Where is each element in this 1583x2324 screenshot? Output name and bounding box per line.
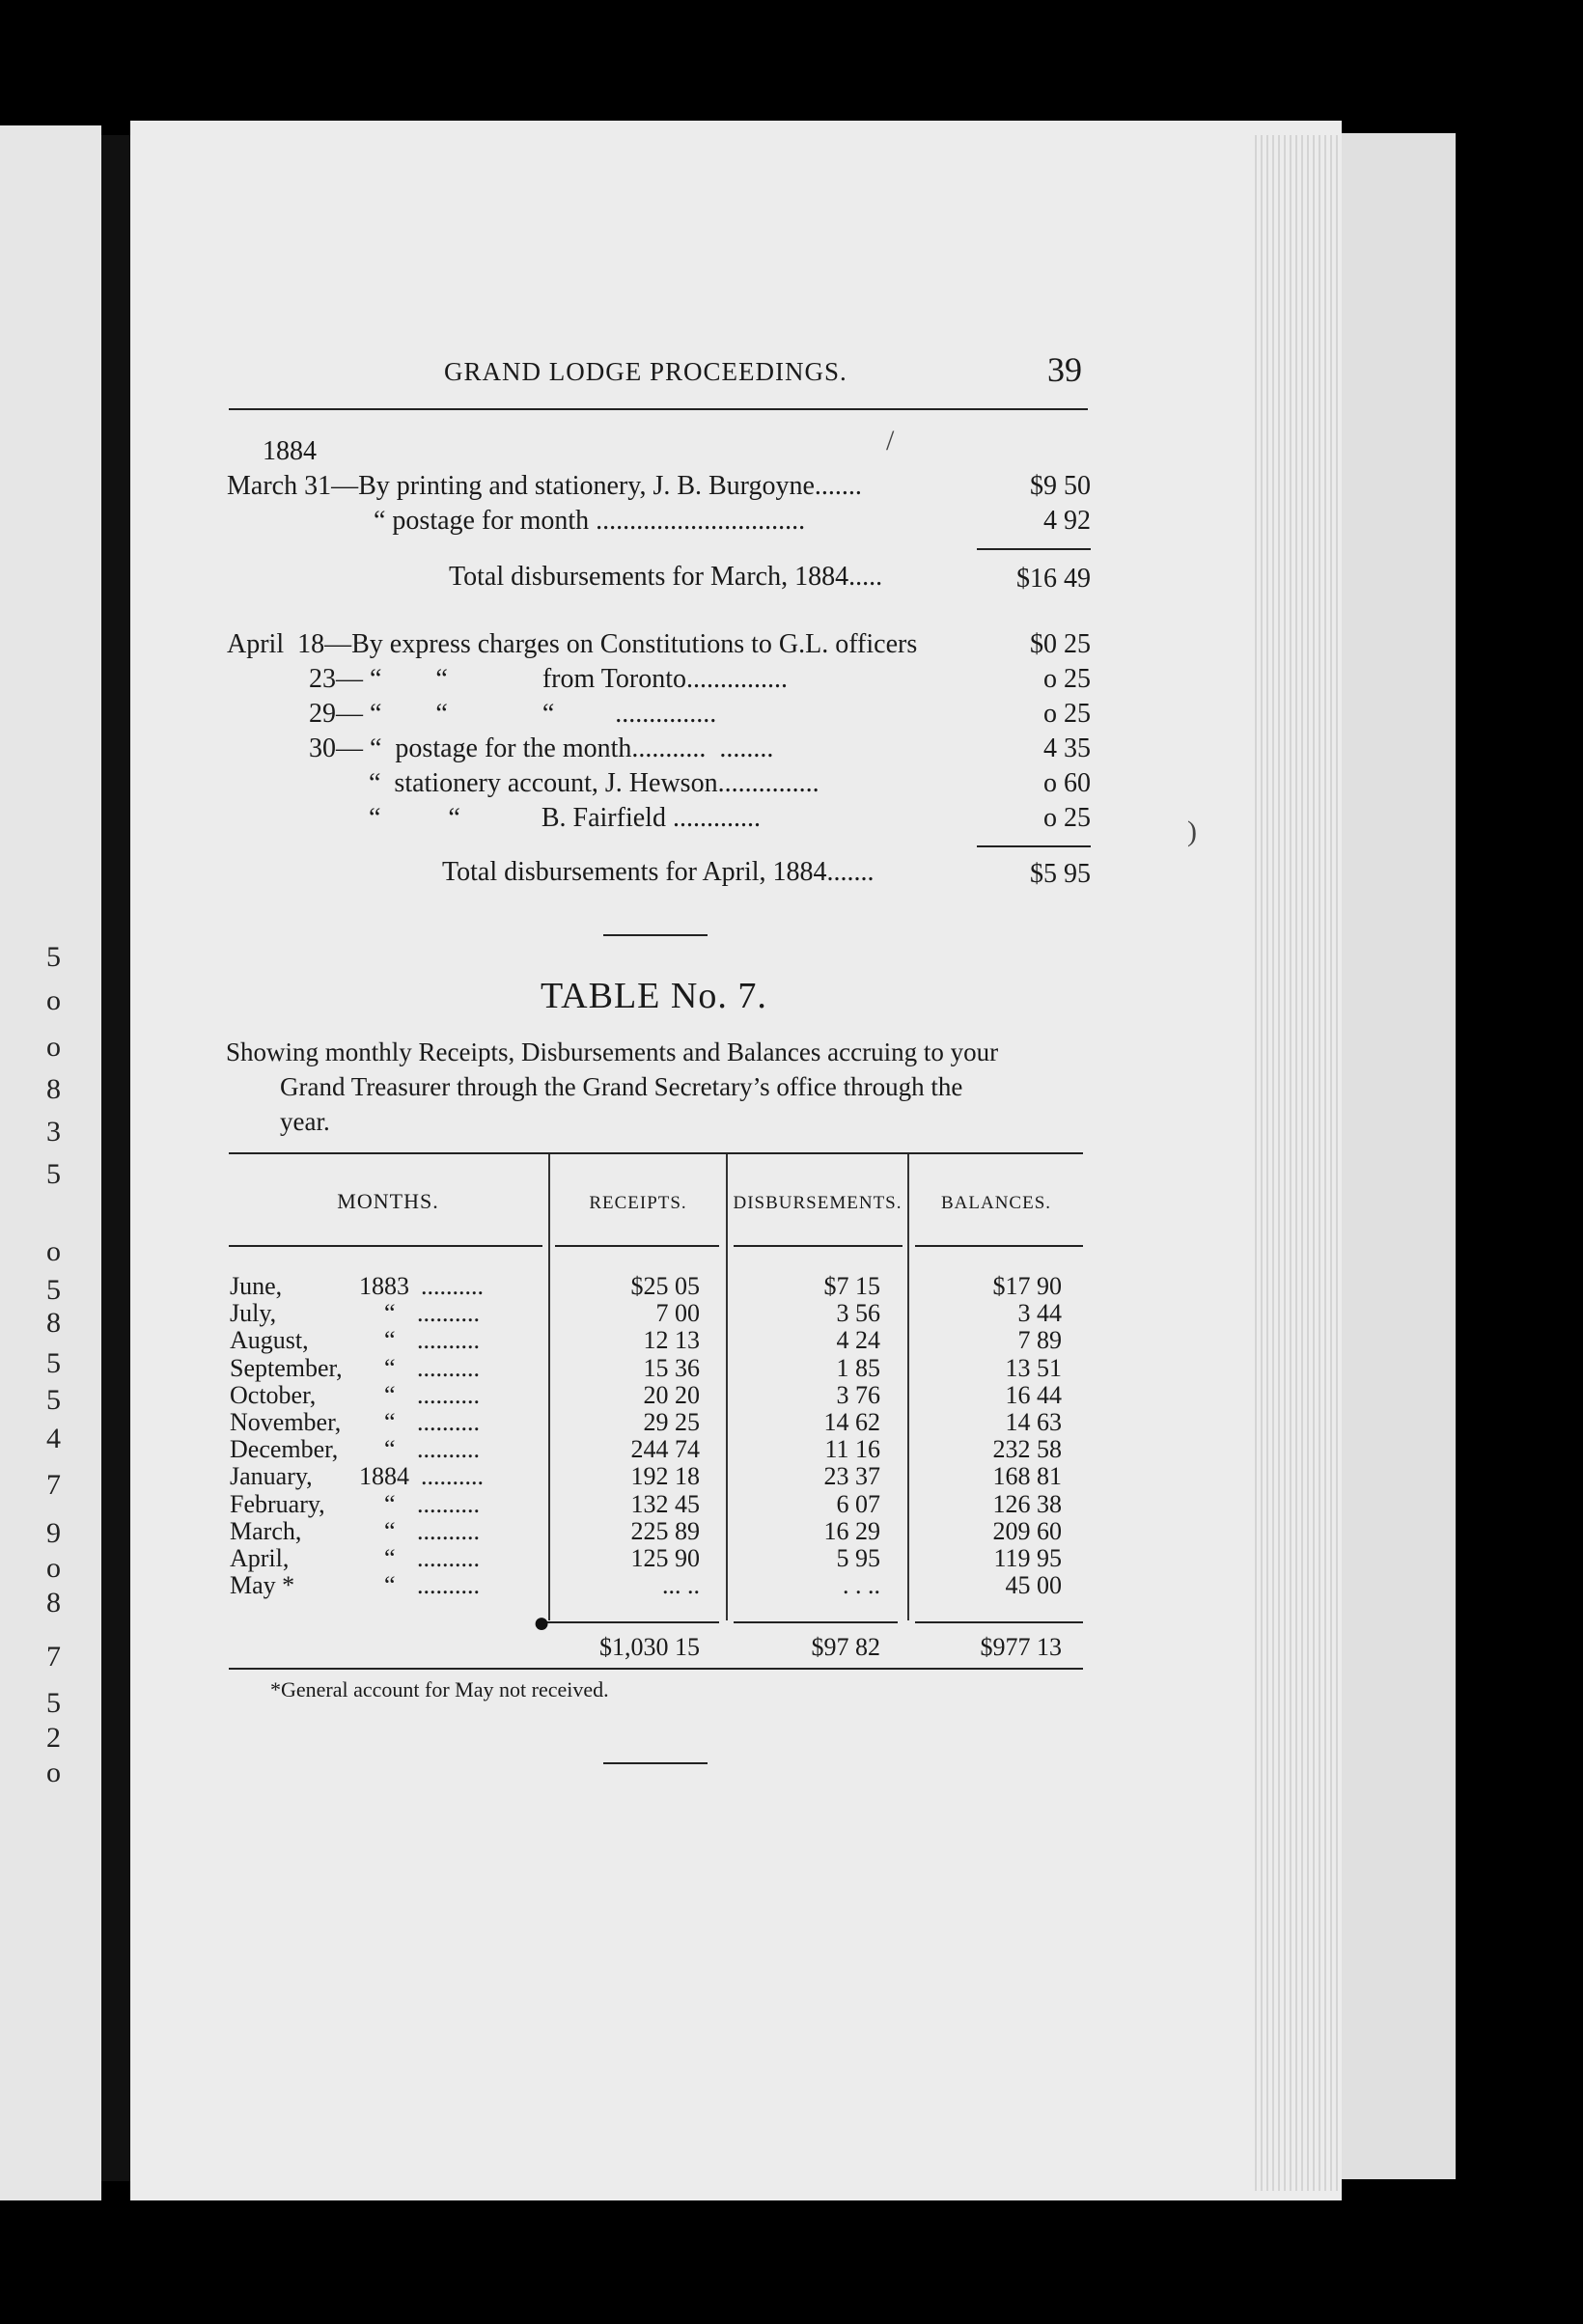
month-name: August,: [230, 1326, 309, 1354]
book-page: [130, 121, 1342, 2200]
ink-blot: ●: [533, 1607, 551, 1639]
month-name: February,: [230, 1490, 325, 1518]
april-entry: 23— “ “ from Toronto...............: [309, 664, 789, 694]
facing-page-digit: o: [46, 1031, 61, 1063]
disbursements-value: . . ..: [843, 1571, 880, 1599]
table-caption-line: Grand Treasurer through the Grand Secretary’s office through the: [280, 1072, 963, 1101]
facing-page-digit: 5: [46, 1347, 61, 1379]
facing-page-digit: 9: [46, 1517, 61, 1549]
year-heading: 1884: [263, 436, 317, 466]
receipts-value: 125 90: [630, 1544, 700, 1572]
facing-page-digit: 5: [46, 1687, 61, 1719]
disbursements-value: 3 56: [836, 1299, 880, 1327]
month-name: July,: [230, 1299, 277, 1327]
receipts-value: $25 05: [630, 1272, 700, 1300]
month-year: 1883: [359, 1272, 409, 1300]
balances-value: 3 44: [1017, 1299, 1062, 1327]
month-year: “: [384, 1490, 396, 1518]
receipts-value: 7 00: [655, 1299, 700, 1327]
header-underline: [734, 1245, 903, 1247]
balances-value: 45 00: [1005, 1571, 1062, 1599]
disbursements-value: 4 24: [836, 1326, 880, 1354]
column-header-receipts: RECEIPTS.: [589, 1193, 687, 1213]
balances-value: 168 81: [992, 1462, 1062, 1490]
table-footnote: *General account for May not received.: [270, 1677, 609, 1702]
leader-dots: ..........: [421, 1272, 484, 1300]
total-receipts: $1,030 15: [599, 1633, 700, 1661]
receipts-value: 20 20: [643, 1381, 700, 1409]
header-underline: [229, 1245, 542, 1247]
disbursements-value: $7 15: [823, 1272, 880, 1300]
end-rule: [603, 1762, 708, 1764]
header-underline: [915, 1245, 1083, 1247]
month-year: “: [384, 1517, 396, 1545]
leader-dots: ..........: [417, 1435, 480, 1463]
march-entry: “ postage for month ...............................: [374, 506, 806, 536]
section-separator: [603, 934, 708, 936]
balances-value: 7 89: [1017, 1326, 1062, 1354]
page-stack-edges: [1255, 135, 1342, 2191]
april-amount: o 25: [1043, 803, 1091, 833]
table-caption-line: year.: [280, 1107, 330, 1136]
balances-value: 13 51: [1005, 1354, 1062, 1382]
column-divider: [726, 1154, 728, 1620]
running-title: GRAND LODGE PROCEEDINGS.: [444, 357, 847, 386]
facing-page-digit: o: [46, 1757, 61, 1788]
receipts-value: 225 89: [630, 1517, 700, 1545]
sum-rule: [977, 548, 1091, 550]
pencil-check-mark: ): [1187, 816, 1197, 847]
table-bottom-rule: [229, 1668, 1083, 1670]
facing-page-digit: o: [46, 1552, 61, 1584]
april-amount: o 60: [1043, 768, 1091, 798]
table-title: TABLE No. 7.: [541, 976, 767, 1016]
leader-dots: ..........: [417, 1490, 480, 1518]
totals-rule: [541, 1621, 719, 1623]
month-year: “: [384, 1381, 396, 1409]
facing-page-digit: 8: [46, 1073, 61, 1105]
disbursements-value: 6 07: [836, 1490, 880, 1518]
march-entry: March 31—By printing and stationery, J. B. Burgoyne.......: [227, 471, 862, 501]
receipts-value: 132 45: [630, 1490, 700, 1518]
disbursements-value: 16 29: [823, 1517, 880, 1545]
sum-rule: [977, 845, 1091, 847]
month-name: March,: [230, 1517, 302, 1545]
month-year: “: [384, 1326, 396, 1354]
receipts-value: 244 74: [630, 1435, 700, 1463]
month-name: May *: [230, 1571, 295, 1599]
table-caption-line: Showing monthly Receipts, Disbursements and Balances accruing to your: [226, 1038, 999, 1066]
april-total-label: Total disbursements for April, 1884.......: [442, 857, 875, 887]
balances-value: 209 60: [992, 1517, 1062, 1545]
balances-value: 16 44: [1005, 1381, 1062, 1409]
receipts-value: 15 36: [643, 1354, 700, 1382]
pencil-check-mark: /: [886, 425, 895, 456]
facing-page-digit: 2: [46, 1722, 61, 1754]
march-total-label: Total disbursements for March, 1884.....: [449, 562, 883, 592]
month-name: November,: [230, 1408, 342, 1436]
leader-dots: ..........: [417, 1571, 480, 1599]
facing-page-digit: 5: [46, 1274, 61, 1306]
facing-page-digit: 8: [46, 1587, 61, 1618]
disbursements-value: 3 76: [836, 1381, 880, 1409]
balances-value: 232 58: [992, 1435, 1062, 1463]
april-entry: 29— “ “ “ ...............: [309, 699, 717, 729]
april-entry: “ stationery account, J. Hewson...............: [369, 768, 819, 798]
facing-page-digit: o: [46, 1235, 61, 1267]
receipts-value: 12 13: [643, 1326, 700, 1354]
month-year: “: [384, 1354, 396, 1382]
leader-dots: ..........: [417, 1517, 480, 1545]
column-header-balances: BALANCES.: [940, 1193, 1052, 1213]
month-year: “: [384, 1571, 396, 1599]
receipts-value: 29 25: [643, 1408, 700, 1436]
month-name: October,: [230, 1381, 317, 1409]
balances-value: 119 95: [993, 1544, 1062, 1572]
receipts-value: ... ..: [662, 1571, 700, 1599]
disbursements-value: 5 95: [836, 1544, 880, 1572]
column-header-months: MONTHS.: [337, 1189, 439, 1213]
balances-value: 14 63: [1005, 1408, 1062, 1436]
month-year: “: [384, 1544, 396, 1572]
facing-page-digit: 7: [46, 1469, 61, 1501]
march-amount: $9 50: [1030, 471, 1091, 501]
april-amount: $0 25: [1030, 629, 1091, 659]
month-year: “: [384, 1299, 396, 1327]
march-amount: 4 92: [1043, 506, 1091, 536]
march-total-amount: $16 49: [1016, 564, 1091, 594]
month-year: 1884: [359, 1462, 409, 1490]
facing-page-digit: 7: [46, 1641, 61, 1673]
facing-page-digit: 5: [46, 1384, 61, 1416]
book-cover-edge: [1340, 133, 1456, 2179]
leader-dots: ..........: [417, 1381, 480, 1409]
totals-rule: [734, 1621, 898, 1623]
book-gutter: [101, 135, 130, 2181]
facing-page-digit: 8: [46, 1307, 61, 1339]
total-disbursements: $97 82: [811, 1633, 880, 1661]
disbursements-value: 1 85: [836, 1354, 880, 1382]
leader-dots: ..........: [417, 1408, 480, 1436]
april-amount: o 25: [1043, 699, 1091, 729]
leader-dots: ..........: [421, 1462, 484, 1490]
month-name: January,: [230, 1462, 313, 1490]
table-top-rule: [229, 1152, 1083, 1154]
april-entry: April 18—By express charges on Constitutions to G.L. officers: [227, 629, 918, 659]
disbursements-value: 14 62: [823, 1408, 880, 1436]
april-entry: “ “ B. Fairfield .............: [369, 803, 761, 833]
april-amount: o 25: [1043, 664, 1091, 694]
leader-dots: ..........: [417, 1299, 480, 1327]
month-year: “: [384, 1435, 396, 1463]
leader-dots: ..........: [417, 1326, 480, 1354]
balances-value: $17 90: [992, 1272, 1062, 1300]
leader-dots: ..........: [417, 1544, 480, 1572]
header-underline: [555, 1245, 719, 1247]
facing-page-digit: 4: [46, 1423, 61, 1454]
month-name: December,: [230, 1435, 339, 1463]
april-entry: 30— “ postage for the month........... ........: [309, 733, 774, 763]
column-header-disbursements: DISBURSEMENTS.: [733, 1193, 903, 1213]
disbursements-value: 23 37: [823, 1462, 880, 1490]
facing-page-digit: 5: [46, 1158, 61, 1190]
facing-page-digit: o: [46, 984, 61, 1016]
month-name: June,: [230, 1272, 283, 1300]
balances-value: 126 38: [992, 1490, 1062, 1518]
facing-page-digit: 5: [46, 941, 61, 973]
total-balances: $977 13: [980, 1633, 1062, 1661]
totals-rule: [915, 1621, 1083, 1623]
column-divider: [907, 1154, 909, 1620]
page-number: 39: [1047, 350, 1082, 389]
leader-dots: ..........: [417, 1354, 480, 1382]
header-rule: [229, 408, 1088, 410]
facing-page-digit: 3: [46, 1116, 61, 1148]
month-name: September,: [230, 1354, 343, 1382]
month-name: April,: [230, 1544, 290, 1572]
facing-page-edge: [0, 125, 101, 2200]
month-year: “: [384, 1408, 396, 1436]
disbursements-value: 11 16: [824, 1435, 880, 1463]
receipts-value: 192 18: [630, 1462, 700, 1490]
april-total-amount: $5 95: [1030, 859, 1091, 889]
april-amount: 4 35: [1043, 733, 1091, 763]
